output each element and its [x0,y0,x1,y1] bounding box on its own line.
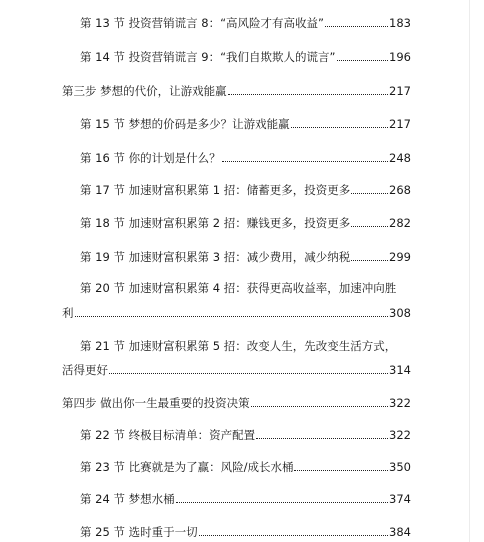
toc-entry-title: 第 15 节 梦想的价码是多少？让游戏能赢 [80,117,290,131]
toc-entry-title: 第 18 节 加速财富积累第 2 招：赚钱更多，投资更多 [80,216,351,230]
dot-leader [325,25,388,27]
dot-leader [351,225,388,227]
toc-entry-title: 第 25 节 选时重于一切 [80,525,198,539]
dot-leader [291,126,388,128]
toc-entry-title: 第 22 节 终极目标清单：资产配置 [80,428,256,442]
toc-entry-title: 第四步 做出你一生最重要的投资决策 [62,396,250,410]
toc-entry-title: 第 19 节 加速财富积累第 3 招：减少费用，减少纳税 [80,250,351,264]
toc-entry-title-line2: 活得更好 [62,363,108,377]
toc-entry-title: 第 13 节 投资营销谎言 8：“高风险才有高收益” [80,16,324,30]
toc-entry-page: 308 [389,306,411,320]
toc-entry-title: 第 24 节 梦想水桶 [80,492,175,506]
toc-entry-title: 第 14 节 投资营销谎言 9：“我们自欺欺人的谎言” [80,50,336,64]
dot-leader [351,192,388,194]
toc-entry-title: 第三步 梦想的代价，让游戏能赢 [62,84,227,98]
dot-leader [199,534,388,536]
dot-leader [251,405,388,407]
dot-leader [109,372,388,374]
toc-entry-page: 282 [389,216,411,230]
toc-entry-page: 268 [389,183,411,197]
toc-entry-page: 196 [389,50,411,64]
toc-entry-page: 350 [389,460,411,474]
toc-entry-title: 第 23 节 比赛就是为了赢：风险/成长水桶 [80,460,294,474]
toc-entry-page: 322 [389,396,411,410]
toc-entry-page: 384 [389,525,411,539]
toc-entry-page: 374 [389,492,411,506]
page-edge-divider [469,0,470,542]
dot-leader [222,160,388,162]
dot-leader [228,93,388,95]
toc-entry-page: 217 [389,84,411,98]
toc-entry-page: 299 [389,250,411,264]
toc-entry-page: 183 [389,16,411,30]
toc-entry-title-line1: 第 21 节 加速财富积累第 5 招：改变人生，先改变生活方式， [80,339,397,353]
toc-entry-title: 第 16 节 你的计划是什么？ [80,151,221,165]
toc-entry-page: 322 [389,428,411,442]
dot-leader [75,315,389,317]
dot-leader [256,437,388,439]
toc-entry-title-line1: 第 20 节 加速财富积累第 4 招：获得更高收益率，加速冲向胜 [80,281,397,295]
dot-leader [351,259,388,261]
toc-entry-title: 第 17 节 加速财富积累第 1 招：储蓄更多，投资更多 [80,183,351,197]
toc-entry-title-line2: 利 [62,306,74,320]
toc-entry-page: 314 [389,363,411,377]
toc-entry-page: 217 [389,117,411,131]
toc-entry-page: 248 [389,151,411,165]
dot-leader [337,59,389,61]
dot-leader [294,469,388,471]
dot-leader [176,501,388,503]
